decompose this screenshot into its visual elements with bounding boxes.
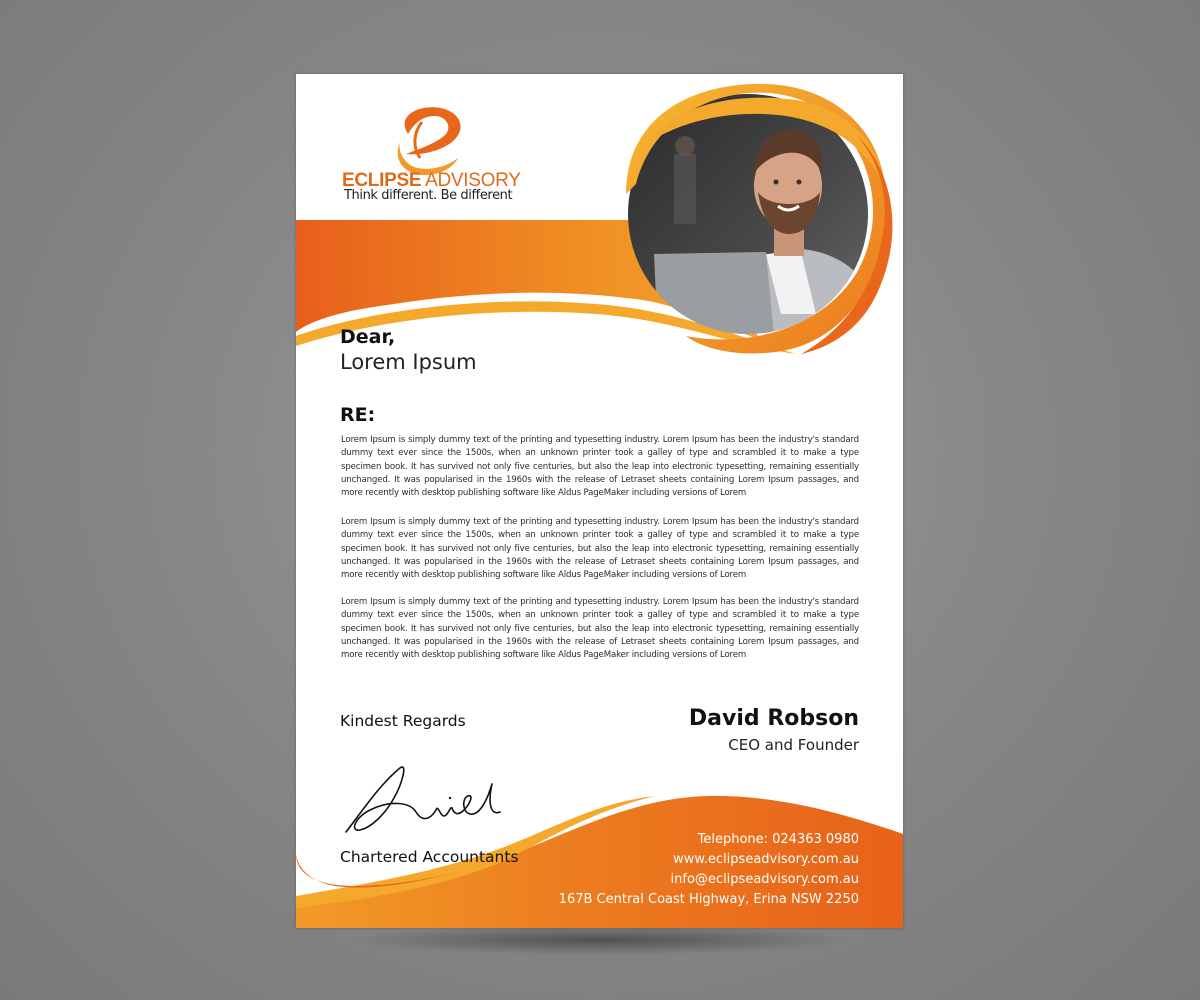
sender-name: David Robson bbox=[688, 706, 859, 731]
body-paragraph-1: Lorem Ipsum is simply dummy text of the printing and typesetting industry. Lorem Ipsum has been the industry's standard dummy text ever since the 1500s, when an unknown printer took a galley of type and scrambled it to make a type specimen book. It has survived not only five centuries, but also the leap into electronic typesetting, remaining essentially unchanged. It was popularised in the 1960s with the release of Letraset sheets containing Lorem Ipsum passages, and more recently with desktop publishing software like Aldus PageMaker including versions of Lorem bbox=[341, 435, 859, 499]
contact-website: www.eclipseadvisory.com.au bbox=[673, 852, 859, 867]
re-label: RE: bbox=[340, 404, 376, 426]
brand-tagline: Think different. Be different bbox=[344, 188, 513, 203]
contact-address: 167B Central Coast Highway, Erina NSW 2250 bbox=[558, 892, 859, 907]
brand-name-light: ADVISORY bbox=[425, 170, 521, 191]
sender-title: CEO and Founder bbox=[728, 736, 859, 754]
closing-regards: Kindest Regards bbox=[340, 712, 466, 730]
handwritten-signature bbox=[340, 754, 510, 839]
contact-telephone: Telephone: 024363 0980 bbox=[697, 832, 859, 847]
salutation: Dear, bbox=[340, 326, 396, 348]
company-type: Chartered Accountants bbox=[340, 848, 519, 866]
page-shadow bbox=[345, 925, 855, 955]
letterhead-page bbox=[296, 74, 903, 928]
brand-name-bold: ECLIPSE bbox=[342, 170, 422, 191]
contact-email: info@eclipseadvisory.com.au bbox=[670, 872, 859, 887]
eclipse-logo-mark bbox=[398, 107, 461, 175]
body-paragraph-3: Lorem Ipsum is simply dummy text of the printing and typesetting industry. Lorem Ipsum has been the industry's standard dummy text ever since the 1500s, when an unknown printer took a galley of type and scrambled it to make a type specimen book. It has survived not only five centuries, but also the leap into electronic typesetting, remaining essentially unchanged. It was popularised in the 1960s with the release of Letraset sheets containing Lorem Ipsum passages, and more recently with desktop publishing software like Aldus PageMaker including versions of Lorem bbox=[341, 597, 859, 661]
recipient-name: Lorem Ipsum bbox=[340, 350, 477, 374]
body-paragraph-2: Lorem Ipsum is simply dummy text of the printing and typesetting industry. Lorem Ipsum has been the industry's standard dummy text ever since the 1500s, when an unknown printer took a galley of type and scrambled it to make a type specimen book. It has survived not only five centuries, but also the leap into electronic typesetting, remaining essentially unchanged. It was popularised in the 1960s with the release of Letraset sheets containing Lorem Ipsum passages, and more recently with desktop publishing software like Aldus PageMaker including versions of Lorem bbox=[341, 517, 859, 581]
